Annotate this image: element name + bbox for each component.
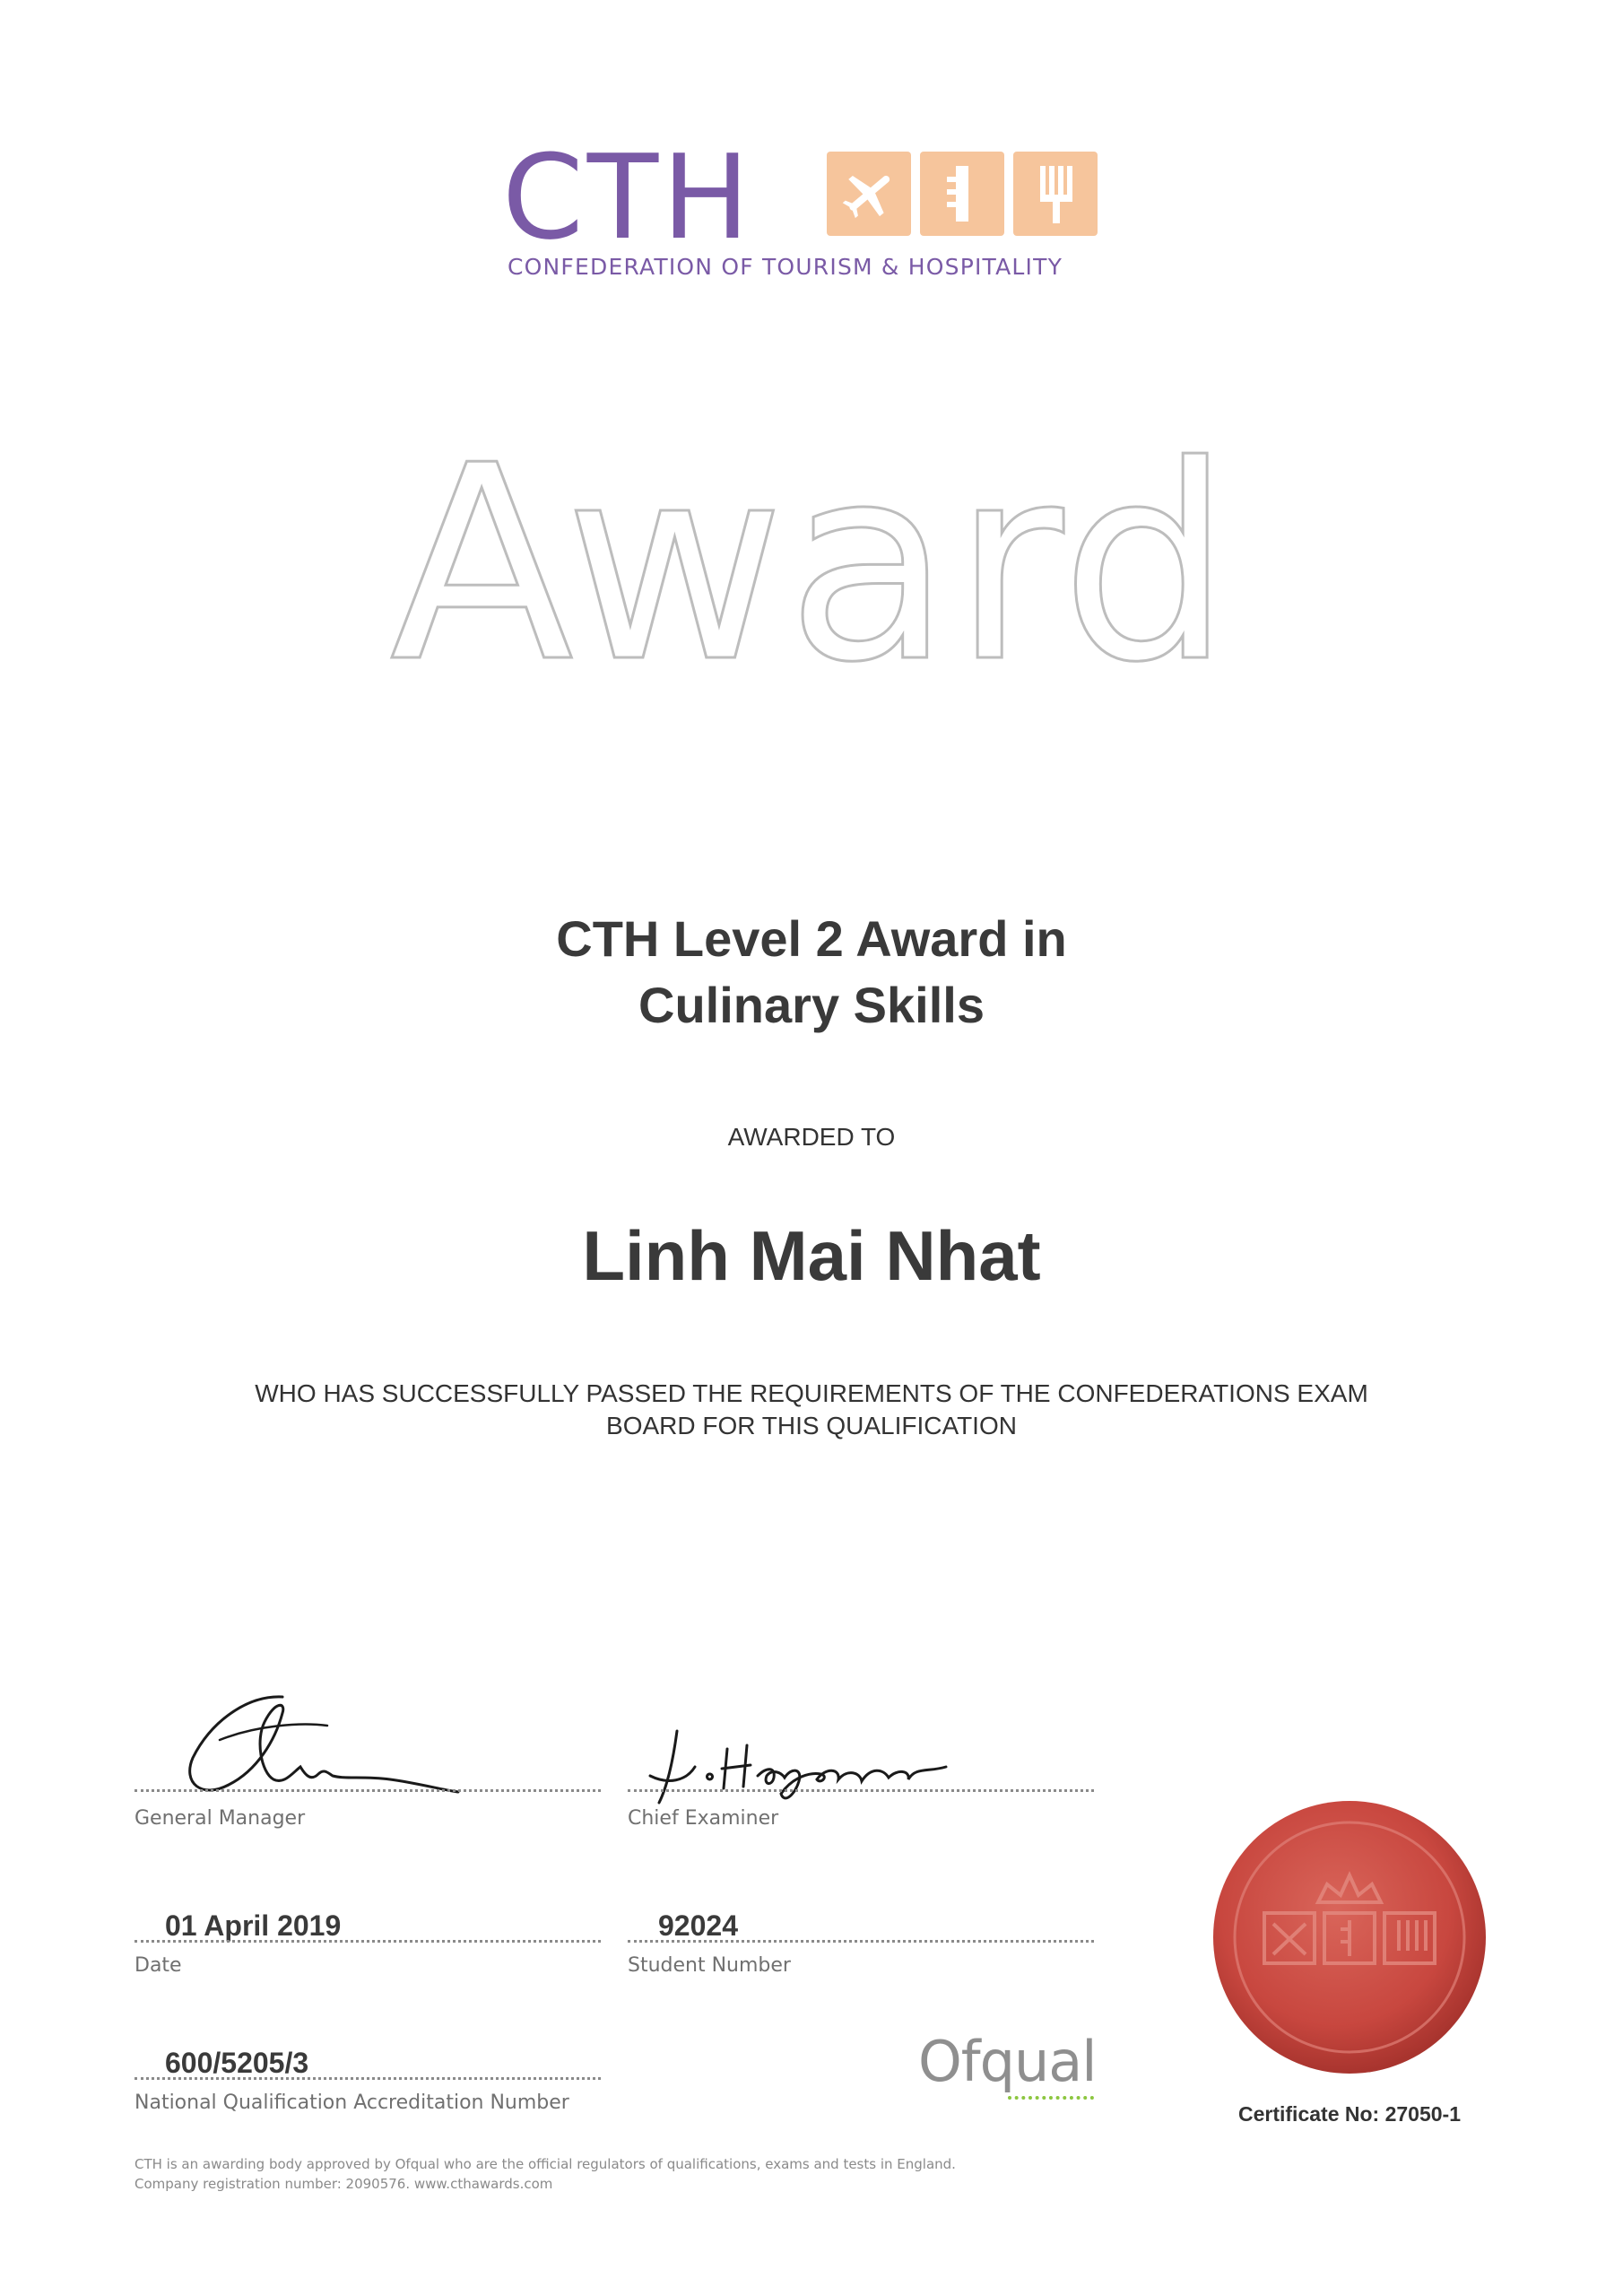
- student-number-value: 92024: [658, 1909, 738, 1942]
- date-line: [135, 1940, 601, 1943]
- accreditation-line: [135, 2077, 601, 2080]
- chief-examiner-line: [628, 1789, 1094, 1792]
- qualification-line-2: Culinary Skills: [638, 977, 985, 1033]
- logo-letters: CTH: [502, 129, 753, 265]
- qualification-line-1: CTH Level 2 Award in: [556, 910, 1067, 967]
- cth-logo: [502, 129, 1130, 291]
- wax-seal: [1211, 1798, 1488, 2076]
- statement-line-2: BOARD FOR THIS QUALIFICATION: [606, 1412, 1017, 1439]
- date-label: Date: [135, 1954, 182, 1977]
- accreditation-value: 600/5205/3: [165, 2047, 309, 2079]
- date-value: 01 April 2019: [165, 1909, 342, 1942]
- ofqual-accent-dots: [1008, 2096, 1094, 2100]
- logo-tagline: CONFEDERATION OF TOURISM & HOSPITALITY: [508, 254, 1063, 280]
- awarded-to-label: AWARDED TO: [727, 1123, 896, 1151]
- accreditation-label: National Qualification Accreditation Number: [135, 2092, 569, 2114]
- qualification-title: [0, 906, 1623, 1039]
- chief-examiner-signature: [641, 1722, 964, 1812]
- ofqual-logo: Ofqual: [918, 2029, 1097, 2094]
- footer-line-2: Company registration number: 2090576. www.cthawards.com: [135, 2176, 553, 2192]
- chief-examiner-label: Chief Examiner: [628, 1807, 779, 1830]
- student-number-label: Student Number: [628, 1954, 791, 1977]
- student-number-line: [628, 1940, 1094, 1943]
- qualification-statement: [179, 1378, 1444, 1442]
- plane-icon: [827, 152, 911, 236]
- general-manager-signature: [175, 1686, 462, 1812]
- recipient-name: Linh Mai Nhat: [582, 1216, 1041, 1295]
- statement-line-1: WHO HAS SUCCESSFULLY PASSED THE REQUIREMENTS OF THE CONFEDERATIONS EXAM: [255, 1379, 1368, 1407]
- award-heading: Award: [389, 408, 1234, 721]
- fork-icon: [1013, 152, 1098, 236]
- key-icon: [920, 152, 1004, 236]
- general-manager-line: [135, 1789, 601, 1792]
- footer-note: [135, 2154, 1031, 2194]
- general-manager-label: General Manager: [135, 1807, 306, 1830]
- certificate-number: Certificate No: 27050-1: [1238, 2102, 1461, 2126]
- footer-line-1: CTH is an awarding body approved by Ofqual who are the official regulators of qualifications, exams and tests in England.: [135, 2156, 956, 2172]
